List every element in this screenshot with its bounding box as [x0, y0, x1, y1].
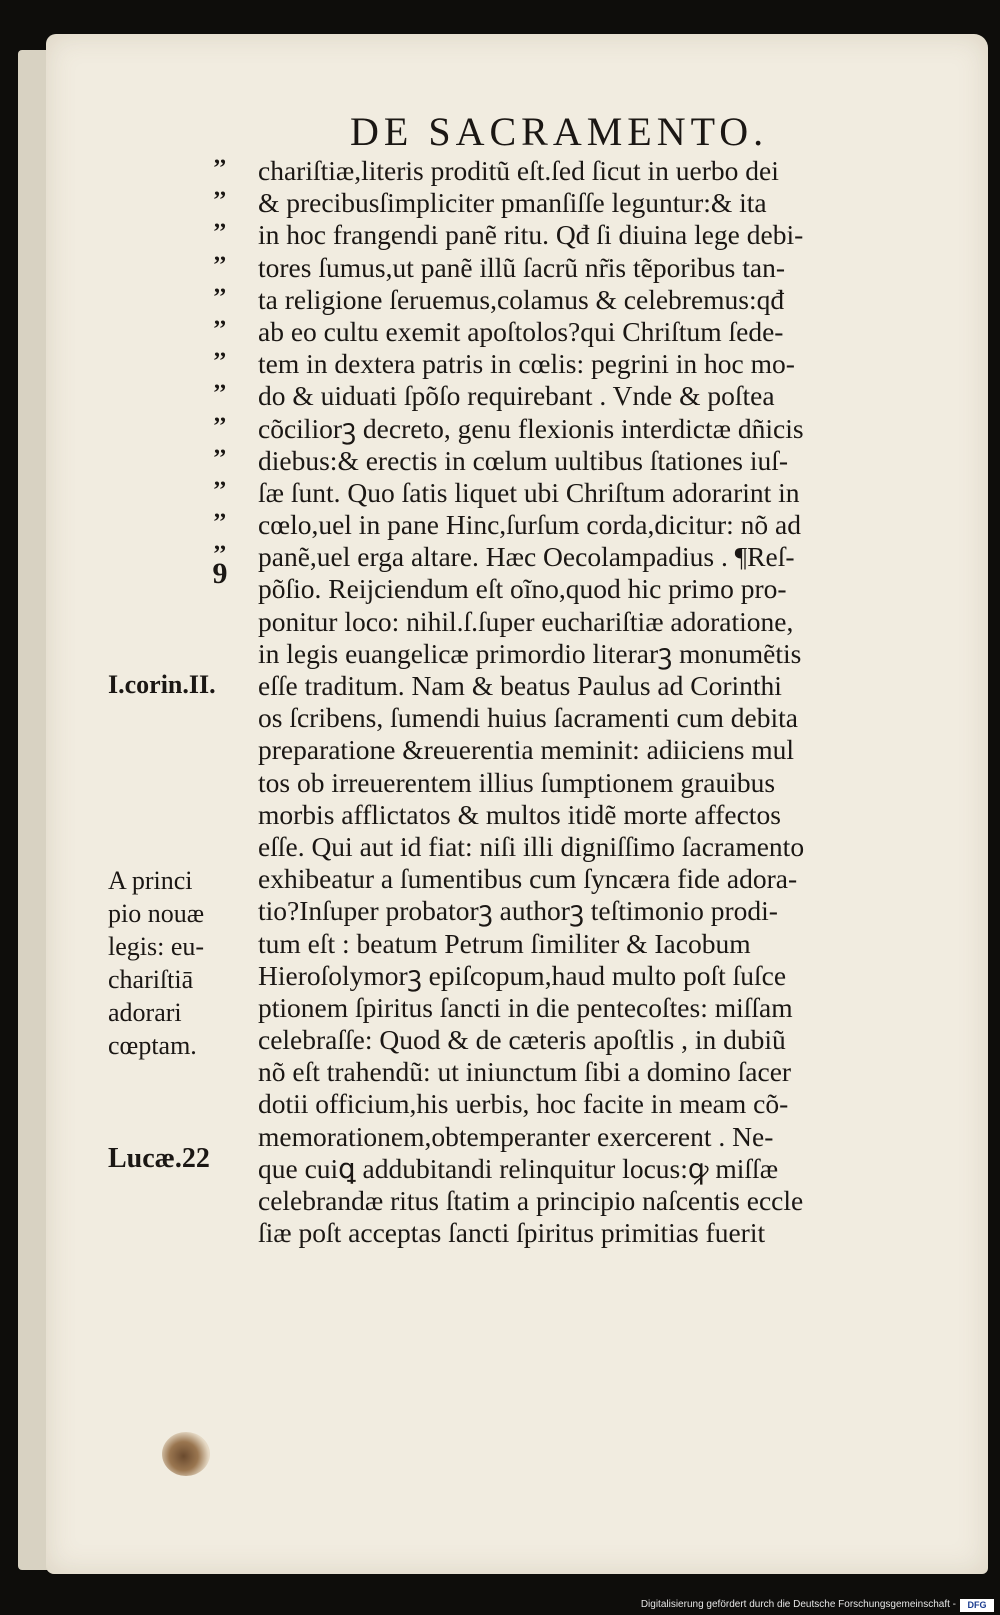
text-line: tem in dextera patris in cœlis: pegrini in hoc mo-: [258, 348, 795, 380]
margin-note-line: pio nouæ: [108, 899, 205, 928]
body-text: [258, 155, 948, 1249]
text-line: põſio. Reijciendum eſt oĩno,quod hic primo pro-: [258, 573, 787, 605]
quotation-mark: ,,: [214, 271, 226, 298]
quotation-mark: 9: [212, 557, 228, 591]
text-line: preparatione &reuerentia meminit: adiiciens mul: [258, 734, 795, 766]
text-line: celebraſſe: Quod & de cæteris apoſtlis , in dubiũ: [258, 1024, 786, 1056]
quotation-mark: ,,: [214, 207, 226, 234]
text-line: ta religione ſeruemus,colamus & celebremus:qđ: [258, 283, 785, 315]
running-header: DE SACRAMENTO.: [350, 109, 769, 154]
quotation-mark: ,,: [214, 239, 226, 266]
text-line: exhibeatur a ſumentibus cum ſyncæra fide adora-: [258, 863, 798, 895]
text-line: tum eſt : beatum Petrum ſimiliter & Iacobum: [258, 927, 751, 959]
text-line: Hieroſolymorꝫ epiſcopum,haud multo poſt ſuſce: [258, 959, 787, 991]
text-line: in legis euangelicæ primordio literarꝫ monumẽtis: [258, 637, 802, 669]
text-line: ab eo cultu exemit apoſtolos?qui Chriſtum ſede-: [258, 315, 784, 347]
margin-note-line: A princi: [108, 866, 193, 895]
text-line: diebus:& erectis in cœlum uultibus ſtationes iuſ-: [258, 444, 789, 476]
margin-note-line: cœptam.: [108, 1031, 197, 1060]
quotation-mark: ,,: [214, 175, 226, 202]
text-line: in hoc frangendi panẽ ritu. Qđ ſi diuina lege debi-: [258, 219, 804, 251]
dfg-logo: DFG: [960, 1599, 994, 1612]
quotation-mark: ,,: [214, 303, 226, 330]
quotation-marks-column: [200, 140, 240, 591]
text-line: nõ eſt trahendũ: ut iniunctum ſibi a domino ſacer: [258, 1056, 792, 1088]
text-line: tores ſumus,ut panẽ illũ ſacrũ nr̃is tẽporibus tan-: [258, 251, 785, 283]
margin-note-line: chariſtiā: [108, 965, 194, 994]
margin-note-corinthians: I.corin.II.: [108, 670, 216, 699]
text-line: morbis afflictatos & multos itidẽ morte affectos: [258, 798, 781, 830]
text-line: tos ob irreuerentem illius ſumptionem grauibus: [258, 766, 776, 798]
quotation-mark: ,,: [214, 143, 226, 169]
text-line: que cuiꝗ addubitandi relinquitur locus:ꝙ miſſæ: [258, 1152, 779, 1184]
text-line: do & uiduati ſpõſo requirebant . Vnde & poſtea: [258, 380, 775, 412]
quotation-mark: ,,: [214, 432, 226, 459]
text-line: os ſcribens, ſumendi huius ſacramenti cum debita: [258, 702, 798, 734]
text-line: tio?Inſuper probatorꝫ authorꝫ teſtimonio prodi-: [258, 895, 778, 927]
quotation-mark: ,,: [214, 497, 226, 524]
margin-note-lucae: Lucæ.22: [108, 1143, 210, 1174]
text-line: chariſtiæ,literis proditũ eſt.ſed ſicut in uerbo dei: [258, 155, 779, 186]
quotation-mark: ,,: [214, 368, 226, 395]
quotation-mark: ,,: [214, 529, 226, 556]
text-line: ptionem ſpiritus ſancti in die pentecoſtes: miſſam: [258, 991, 793, 1023]
margin-note-principio: [108, 864, 248, 1062]
text-line: ſiæ poſt acceptas ſancti ſpiritus primitias fuerit: [258, 1217, 766, 1249]
margin-note-line: legis: eu-: [108, 932, 205, 961]
text-line: panẽ,uel erga altare. Hæc Oecolampadius . ¶Reſ-: [258, 541, 795, 573]
paper-stain: [162, 1432, 210, 1476]
text-line: eſſe. Qui aut id fiat: niſi illi digniſſimo ſacramento: [258, 830, 805, 862]
text-line: celebrandæ ritus ſtatim a principio naſcentis eccle: [258, 1185, 804, 1216]
funding-credit: Digitalisierung gefördert durch die Deutsche Forschungsgemeinschaft -: [640, 1599, 956, 1610]
quotation-mark: ,,: [214, 336, 226, 363]
text-line: ponitur loco: nihil.ſ.ſuper euchariſtiæ adoratione,: [258, 605, 794, 637]
text-line: ſæ ſunt. Quo ſatis liquet ubi Chriſtum adorarint in: [258, 476, 800, 508]
text-line: eſſe traditum. Nam & beatus Paulus ad Corinthi: [258, 670, 782, 701]
text-line: & precibusſimpliciter pmanſiſſe leguntur:& ita: [258, 187, 767, 219]
quotation-mark: ,,: [214, 400, 226, 427]
text-line: dotii officium,his uerbis, hoc facite in meam cõ-: [258, 1088, 789, 1120]
text-line: memorationem,obtemperanter exercerent . Ne-: [258, 1120, 774, 1152]
quotation-mark: ,,: [214, 464, 226, 491]
text-line: cœlo,uel in pane Hinc,ſurſum corda,dicitur: nõ ad: [258, 509, 801, 541]
margin-note-line: adorari: [108, 998, 182, 1027]
text-line: cõciliorꝫ decreto, genu flexionis interdictæ dñicis: [258, 412, 804, 444]
